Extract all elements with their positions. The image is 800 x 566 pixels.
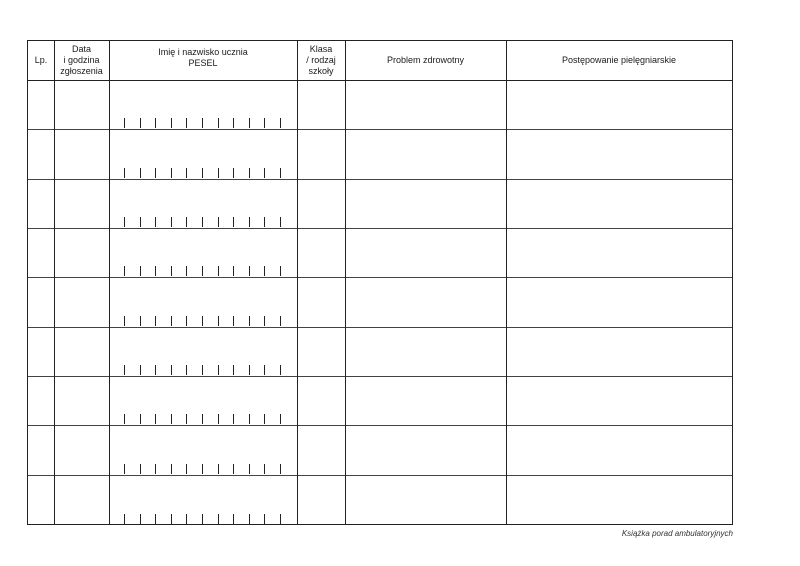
pesel-digit-separator <box>218 414 219 424</box>
cell-action[interactable] <box>506 81 732 129</box>
pesel-digit-separator <box>124 464 125 474</box>
pesel-digit-separator <box>233 118 234 128</box>
cell-class[interactable] <box>297 328 345 376</box>
pesel-digit-separator <box>186 266 187 276</box>
cell-date[interactable] <box>54 130 109 178</box>
pesel-digit-separator <box>140 365 141 375</box>
pesel-digit-separator <box>171 168 172 178</box>
pesel-digit-separator <box>171 217 172 227</box>
column-divider <box>506 41 507 524</box>
pesel-digit-separator <box>186 414 187 424</box>
pesel-digit-boxes[interactable] <box>124 216 284 227</box>
pesel-digit-separator <box>249 414 250 424</box>
table-header <box>28 41 732 81</box>
pesel-digit-separator <box>249 168 250 178</box>
pesel-digit-separator <box>155 464 156 474</box>
pesel-digit-separator <box>155 266 156 276</box>
column-divider <box>109 41 110 524</box>
pesel-digit-separator <box>140 168 141 178</box>
cell-class[interactable] <box>297 278 345 326</box>
cell-lp[interactable] <box>28 377 54 425</box>
pesel-digit-separator <box>233 365 234 375</box>
cell-lp[interactable] <box>28 476 54 525</box>
pesel-digit-separator <box>202 464 203 474</box>
pesel-digit-separator <box>280 217 281 227</box>
cell-action[interactable] <box>506 278 732 326</box>
table-row <box>28 278 732 327</box>
header-nursing-action: Postępowanie pielęgniarskie <box>561 55 677 65</box>
pesel-digit-separator <box>233 168 234 178</box>
cell-problem[interactable] <box>345 229 506 277</box>
cell-class[interactable] <box>297 180 345 228</box>
table-row <box>28 328 732 377</box>
cell-problem[interactable] <box>345 130 506 178</box>
pesel-digit-separator <box>155 365 156 375</box>
pesel-digit-separator <box>140 316 141 326</box>
pesel-digit-separator <box>124 414 125 424</box>
pesel-digit-separator <box>233 414 234 424</box>
pesel-digit-separator <box>249 514 250 524</box>
pesel-digit-separator <box>171 266 172 276</box>
cell-problem[interactable] <box>345 180 506 228</box>
pesel-digit-separator <box>264 217 265 227</box>
pesel-digit-separator <box>202 514 203 524</box>
cell-problem[interactable] <box>345 278 506 326</box>
cell-action[interactable] <box>506 377 732 425</box>
cell-date[interactable] <box>54 229 109 277</box>
table-row <box>28 229 732 278</box>
column-divider <box>54 41 55 524</box>
pesel-digit-separator <box>249 365 250 375</box>
cell-problem[interactable] <box>345 426 506 474</box>
pesel-digit-separator <box>186 168 187 178</box>
pesel-digit-separator <box>155 217 156 227</box>
pesel-digit-separator <box>140 514 141 524</box>
pesel-digit-boxes[interactable] <box>124 463 284 474</box>
pesel-digit-separator <box>218 316 219 326</box>
pesel-digit-separator <box>202 168 203 178</box>
cell-class[interactable] <box>297 130 345 178</box>
pesel-digit-separator <box>233 464 234 474</box>
pesel-digit-separator <box>124 365 125 375</box>
cell-action[interactable] <box>506 476 732 525</box>
pesel-digit-separator <box>140 464 141 474</box>
pesel-digit-separator <box>218 118 219 128</box>
pesel-digit-separator <box>202 266 203 276</box>
pesel-digit-separator <box>171 414 172 424</box>
pesel-digit-boxes[interactable] <box>124 364 284 375</box>
cell-action[interactable] <box>506 130 732 178</box>
pesel-digit-separator <box>264 464 265 474</box>
pesel-digit-separator <box>202 316 203 326</box>
header-student-name-pesel: Imię i nazwisko ucznia PESEL <box>158 47 248 68</box>
pesel-digit-separator <box>124 217 125 227</box>
pesel-digit-separator <box>218 266 219 276</box>
table-row <box>28 476 732 525</box>
table-row <box>28 130 732 179</box>
pesel-digit-separator <box>171 365 172 375</box>
header-class-school-type: Klasa / rodzaj szkoły <box>306 44 336 76</box>
pesel-digit-separator <box>280 266 281 276</box>
pesel-digit-separator <box>280 365 281 375</box>
pesel-digit-separator <box>140 266 141 276</box>
pesel-digit-separator <box>155 168 156 178</box>
pesel-digit-boxes[interactable] <box>124 117 284 128</box>
pesel-digit-separator <box>155 118 156 128</box>
pesel-digit-separator <box>124 316 125 326</box>
cell-date[interactable] <box>54 476 109 525</box>
pesel-digit-separator <box>155 414 156 424</box>
pesel-digit-separator <box>155 316 156 326</box>
pesel-digit-separator <box>280 464 281 474</box>
pesel-digit-separator <box>264 365 265 375</box>
cell-lp[interactable] <box>28 229 54 277</box>
pesel-digit-separator <box>218 464 219 474</box>
pesel-digit-separator <box>233 217 234 227</box>
cell-date[interactable] <box>54 180 109 228</box>
header-lp: Lp. <box>34 55 48 65</box>
pesel-digit-boxes[interactable] <box>124 413 284 424</box>
pesel-digit-separator <box>202 365 203 375</box>
cell-action[interactable] <box>506 328 732 376</box>
pesel-digit-separator <box>171 514 172 524</box>
pesel-digit-separator <box>233 316 234 326</box>
pesel-digit-separator <box>264 266 265 276</box>
pesel-digit-separator <box>186 365 187 375</box>
column-divider <box>297 41 298 524</box>
table-row <box>28 426 732 475</box>
cell-lp[interactable] <box>28 328 54 376</box>
pesel-digit-boxes[interactable] <box>124 167 284 178</box>
pesel-digit-separator <box>264 118 265 128</box>
pesel-digit-separator <box>140 118 141 128</box>
pesel-digit-boxes[interactable] <box>124 265 284 276</box>
pesel-digit-separator <box>124 266 125 276</box>
cell-date[interactable] <box>54 278 109 326</box>
cell-problem[interactable] <box>345 377 506 425</box>
pesel-digit-separator <box>202 118 203 128</box>
cell-date[interactable] <box>54 426 109 474</box>
cell-lp[interactable] <box>28 426 54 474</box>
table-row <box>28 180 732 229</box>
cell-class[interactable] <box>297 476 345 525</box>
column-divider <box>345 41 346 524</box>
pesel-digit-separator <box>140 217 141 227</box>
cell-lp[interactable] <box>28 130 54 178</box>
header-health-problem: Problem zdrowotny <box>386 55 465 65</box>
pesel-digit-separator <box>218 168 219 178</box>
pesel-digit-separator <box>249 118 250 128</box>
pesel-digit-separator <box>155 514 156 524</box>
pesel-digit-separator <box>264 514 265 524</box>
cell-problem[interactable] <box>345 328 506 376</box>
cell-problem[interactable] <box>345 476 506 525</box>
cell-action[interactable] <box>506 426 732 474</box>
pesel-digit-separator <box>202 217 203 227</box>
pesel-digit-separator <box>140 414 141 424</box>
pesel-digit-separator <box>124 168 125 178</box>
pesel-digit-separator <box>218 365 219 375</box>
cell-action[interactable] <box>506 229 732 277</box>
pesel-digit-separator <box>249 217 250 227</box>
pesel-digit-separator <box>218 514 219 524</box>
table-row <box>28 81 732 130</box>
pesel-digit-separator <box>171 118 172 128</box>
pesel-digit-separator <box>186 217 187 227</box>
pesel-digit-boxes[interactable] <box>124 513 284 524</box>
cell-date[interactable] <box>54 81 109 129</box>
pesel-digit-separator <box>280 118 281 128</box>
pesel-digit-separator <box>249 316 250 326</box>
cell-lp[interactable] <box>28 180 54 228</box>
pesel-digit-separator <box>186 316 187 326</box>
table-body <box>28 81 732 525</box>
pesel-digit-separator <box>249 464 250 474</box>
pesel-digit-separator <box>171 316 172 326</box>
pesel-digit-separator <box>280 514 281 524</box>
pesel-digit-boxes[interactable] <box>124 315 284 326</box>
cell-lp[interactable] <box>28 278 54 326</box>
pesel-digit-separator <box>233 514 234 524</box>
pesel-digit-separator <box>124 118 125 128</box>
pesel-digit-separator <box>233 266 234 276</box>
pesel-digit-separator <box>280 168 281 178</box>
pesel-digit-separator <box>264 316 265 326</box>
pesel-digit-separator <box>280 316 281 326</box>
cell-problem[interactable] <box>345 81 506 129</box>
pesel-digit-separator <box>249 266 250 276</box>
cell-class[interactable] <box>297 81 345 129</box>
pesel-digit-separator <box>264 168 265 178</box>
cell-action[interactable] <box>506 180 732 228</box>
pesel-digit-separator <box>124 514 125 524</box>
table-row <box>28 377 732 426</box>
pesel-digit-separator <box>218 217 219 227</box>
cell-date[interactable] <box>54 328 109 376</box>
pesel-digit-separator <box>186 464 187 474</box>
pesel-digit-separator <box>186 118 187 128</box>
pesel-digit-separator <box>264 414 265 424</box>
pesel-digit-separator <box>171 464 172 474</box>
cell-class[interactable] <box>297 426 345 474</box>
pesel-digit-separator <box>186 514 187 524</box>
header-date-time: Data i godzina zgłoszenia <box>60 44 103 76</box>
cell-date[interactable] <box>54 377 109 425</box>
cell-lp[interactable] <box>28 81 54 129</box>
cell-class[interactable] <box>297 229 345 277</box>
pesel-digit-separator <box>280 414 281 424</box>
cell-class[interactable] <box>297 377 345 425</box>
ambulatory-advice-table <box>27 40 733 525</box>
footer-caption: Książka porad ambulatoryjnych <box>621 529 733 538</box>
pesel-digit-separator <box>202 414 203 424</box>
